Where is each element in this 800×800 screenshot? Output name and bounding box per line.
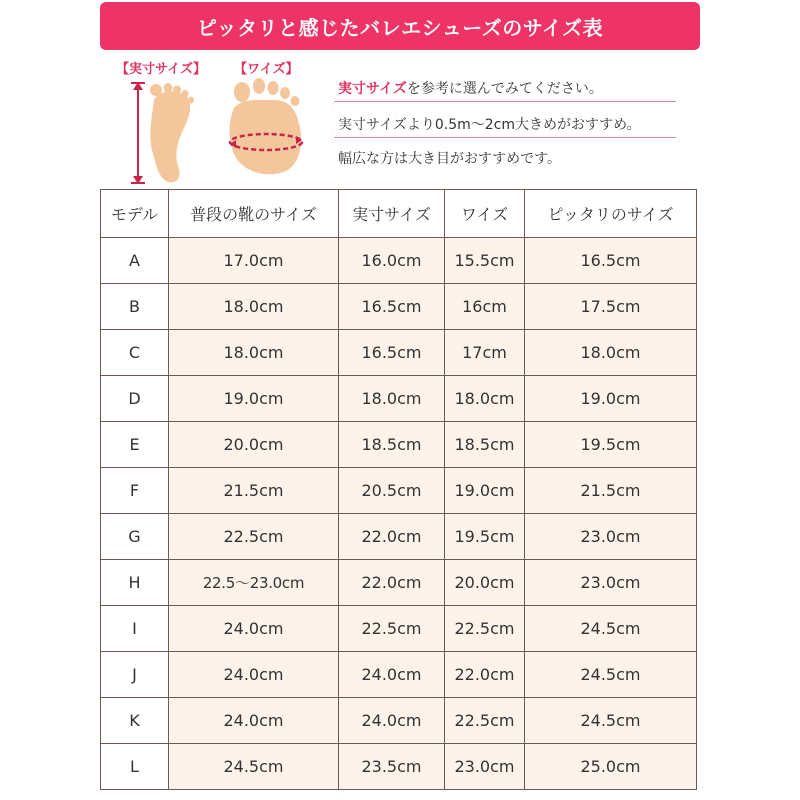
cell-usual-size: 22.5～23.0cm [169, 560, 339, 606]
cell-fit-size: 19.5cm [525, 422, 697, 468]
table-row [101, 606, 697, 652]
size-table [100, 189, 697, 790]
cell-usual-size: 19.0cm [169, 376, 339, 422]
cell-usual-size: 24.0cm [169, 606, 339, 652]
cell-usual-size: 24.0cm [169, 698, 339, 744]
length-arrow-icon [131, 82, 145, 184]
cell-width: 20.0cm [445, 560, 525, 606]
table-row [101, 422, 697, 468]
table-row [101, 744, 697, 790]
cell-usual-size: 17.0cm [169, 238, 339, 284]
cell-fit-size: 25.0cm [525, 744, 697, 790]
note-text: を参考に選んでみてください。 [406, 81, 603, 97]
cell-usual-size: 20.0cm [169, 422, 339, 468]
cell-fit-size: 23.0cm [525, 514, 697, 560]
cell-width: 23.0cm [445, 744, 525, 790]
table-row [101, 284, 697, 330]
cell-model: G [101, 514, 169, 560]
cell-fit-size: 19.0cm [525, 376, 697, 422]
table-row [101, 514, 697, 560]
table-row [101, 376, 697, 422]
cell-actual-size: 24.0cm [339, 652, 445, 698]
cell-model: H [101, 560, 169, 606]
cell-model: B [101, 284, 169, 330]
cell-model: D [101, 376, 169, 422]
cell-model: A [101, 238, 169, 284]
cell-actual-size: 16.5cm [339, 330, 445, 376]
cell-usual-size: 22.5cm [169, 514, 339, 560]
cell-fit-size: 17.5cm [525, 284, 697, 330]
note-highlight: 実寸サイズ [338, 81, 407, 97]
cell-model: E [101, 422, 169, 468]
header-actual-size: 実寸サイズ [339, 190, 445, 238]
foot-length-icon [150, 83, 194, 182]
cell-model: I [101, 606, 169, 652]
cell-fit-size: 24.5cm [525, 652, 697, 698]
label-width: 【ワイズ】 [234, 62, 299, 77]
table-row [101, 468, 697, 514]
cell-fit-size: 23.0cm [525, 560, 697, 606]
table-row [101, 560, 697, 606]
cell-usual-size: 24.5cm [169, 744, 339, 790]
title-banner [100, 2, 700, 50]
cell-usual-size: 21.5cm [169, 468, 339, 514]
divider [334, 137, 676, 138]
divider [334, 101, 676, 102]
banner-title: ピッタリと感じたバレエシューズのサイズ表 [196, 15, 604, 40]
cell-fit-size: 21.5cm [525, 468, 697, 514]
header-fit-size: ピッタリのサイズ [525, 190, 697, 238]
note-size-up: 実寸サイズより0.5m～2cm大きめがおすすめ。 [338, 117, 641, 133]
cell-fit-size: 24.5cm [525, 698, 697, 744]
cell-width: 16cm [445, 284, 525, 330]
label-actual-size: 【実寸サイズ】 [116, 62, 206, 77]
cell-actual-size: 22.5cm [339, 606, 445, 652]
cell-actual-size: 24.0cm [339, 698, 445, 744]
cell-model: F [101, 468, 169, 514]
cell-actual-size: 23.5cm [339, 744, 445, 790]
cell-width: 18.0cm [445, 376, 525, 422]
cell-usual-size: 18.0cm [169, 330, 339, 376]
cell-actual-size: 20.5cm [339, 468, 445, 514]
cell-actual-size: 18.0cm [339, 376, 445, 422]
foot-illustration [118, 76, 318, 188]
table-header-row [101, 190, 697, 238]
table-row [101, 238, 697, 284]
cell-model: J [101, 652, 169, 698]
cell-model: L [101, 744, 169, 790]
table-row [101, 698, 697, 744]
cell-width: 22.5cm [445, 606, 525, 652]
cell-fit-size: 16.5cm [525, 238, 697, 284]
header-width: ワイズ [445, 190, 525, 238]
cell-model: C [101, 330, 169, 376]
table-row [101, 330, 697, 376]
cell-model: K [101, 698, 169, 744]
note-reference [338, 78, 603, 98]
cell-actual-size: 16.5cm [339, 284, 445, 330]
cell-usual-size: 24.0cm [169, 652, 339, 698]
header-model: モデル [101, 190, 169, 238]
cell-width: 19.5cm [445, 514, 525, 560]
cell-actual-size: 18.5cm [339, 422, 445, 468]
cell-fit-size: 18.0cm [525, 330, 697, 376]
cell-fit-size: 24.5cm [525, 606, 697, 652]
cell-width: 15.5cm [445, 238, 525, 284]
cell-width: 17cm [445, 330, 525, 376]
foot-width-icon [230, 78, 303, 174]
cell-width: 19.0cm [445, 468, 525, 514]
header-usual-shoe-size: 普段の靴のサイズ [169, 190, 339, 238]
cell-actual-size: 16.0cm [339, 238, 445, 284]
cell-width: 18.5cm [445, 422, 525, 468]
table-row [101, 652, 697, 698]
cell-width: 22.5cm [445, 698, 525, 744]
cell-actual-size: 22.0cm [339, 560, 445, 606]
cell-actual-size: 22.0cm [339, 514, 445, 560]
cell-width: 22.0cm [445, 652, 525, 698]
note-wide-feet: 幅広な方は大き目がおすすめです。 [338, 151, 562, 167]
cell-usual-size: 18.0cm [169, 284, 339, 330]
